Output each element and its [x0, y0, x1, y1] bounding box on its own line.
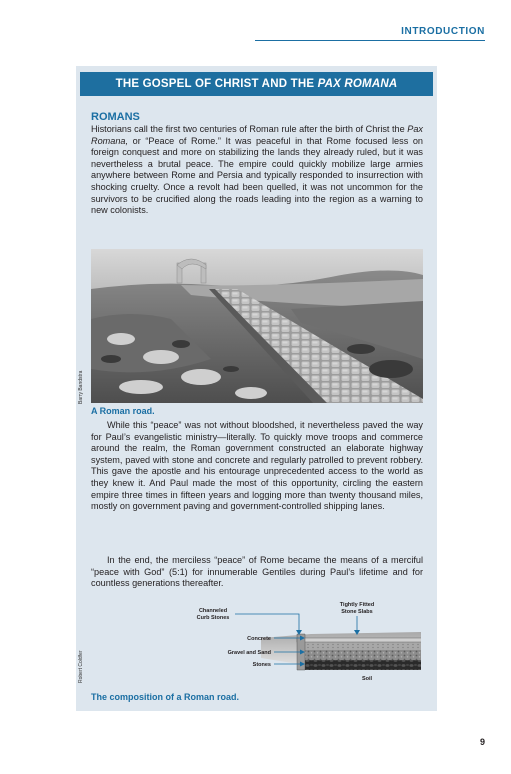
diagram-caption: The composition of a Roman road.: [91, 692, 240, 702]
label-gravel-sand: Gravel and Sand: [227, 650, 271, 656]
body-paragraph-3: In the end, the merciless “peace” of Rome became the means of a merciful “peace with God” (5:1) for innumerable Gentiles during Paul’s lifetime and for countless generations thereafter.: [91, 555, 423, 589]
sidebar-box: [76, 66, 437, 711]
roman-road-photo: [91, 249, 423, 403]
diagram-credit: Robert Coldfer: [78, 650, 84, 683]
label-stones: Stones: [252, 662, 271, 668]
sidebar-title-text: THE GOSPEL OF CHRIST AND THE: [115, 78, 315, 90]
body-paragraph-2: While this “peace” was not without bloodshed, it nevertheless paved the way for Paul’s evangelistic ministry—literally. To quickly move troops and commerce around the realm, the Roman government constructed an elaborate highway system, paved with stone and concrete and regularly patrolled to prevent robbery. This gave the apostle and his entourage unprecedented access to the world as they knew it. And Paul made the most of this opportunity, circling the eastern empire three times in fifteen years and logging more than twenty thousand miles, mostly on government paving and government-controlled shipping lanes.: [91, 420, 423, 512]
section-rule: [255, 40, 485, 41]
page-number: 9: [479, 737, 485, 747]
label-soil: Soil: [361, 676, 373, 682]
section-label: INTRODUCTION: [401, 26, 485, 37]
label-stone-slabs: Stone Slabs: [341, 609, 373, 615]
road-composition-diagram: [121, 598, 421, 688]
photo-credit: Barry Bandstra: [78, 370, 84, 404]
label-curb-stones: Curb Stones: [196, 615, 230, 621]
photo-caption: A Roman road.: [91, 406, 155, 416]
body-paragraph-1: [91, 124, 423, 217]
sidebar-title: [80, 72, 433, 96]
sidebar-title-italic: PAX ROMANA: [317, 78, 398, 90]
sidebar-subhead: ROMANS: [91, 111, 140, 123]
label-concrete: Concrete: [247, 636, 271, 642]
body-paragraph-1-italic: Pax Romana,: [91, 124, 423, 146]
label-channeled: Channeled: [198, 608, 228, 614]
label-tightly-fitted: Tightly Fitted: [339, 602, 375, 608]
body-paragraph-1-text-b: or “Peace of Rome.” It was peaceful in that Rome focused less on foreign conquest and more on stabilizing the lands they already ruled, but it was nevertheless a brutal peace. The empire could quickly mobilize large armies anywhere between Rome and Persia and typically responded to insurrection with shocking cruelty. Once a revolt had been quelled, it was not uncommon for the survivors to be crucified along the roads leading into the region as a warning to new colonists.: [91, 135, 423, 216]
body-paragraph-1-text: Historians call the first two centuries of Roman rule after the birth of Christ the: [91, 124, 408, 134]
